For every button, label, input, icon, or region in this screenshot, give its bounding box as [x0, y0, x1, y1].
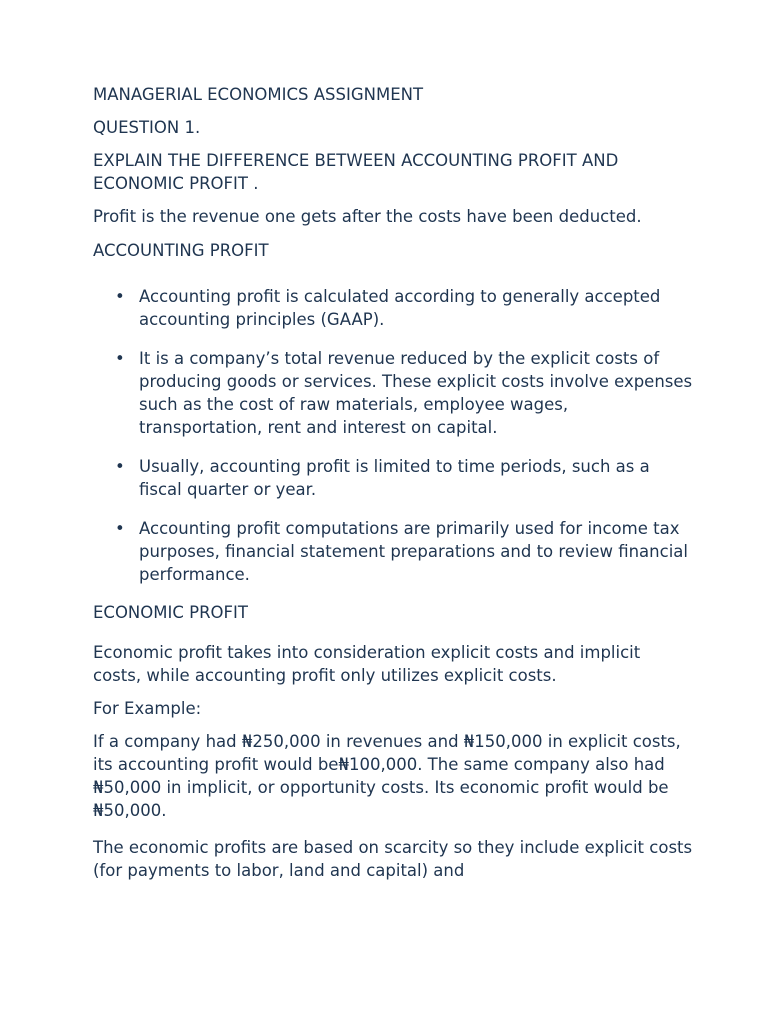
list-item	[93, 347, 693, 439]
accounting-profit-list	[93, 285, 693, 586]
example-paragraph: If a company had ₦250,000 in revenues and ₦150,000 in explicit costs, its accounting profit would be₦100,000. The same company also had ₦50,000 in implicit, or opportunity costs. Its economic profit would be ₦50,000.	[93, 732, 681, 820]
list-item-text: Accounting profit computations are primarily used for income tax purposes, financial statement preparations and to review financial performance.	[139, 519, 688, 584]
economic-profit-paragraph: Economic profit takes into consideration explicit costs and implicit costs, while accounting profit only utilizes explicit costs.	[93, 643, 641, 685]
list-item	[93, 455, 693, 501]
example-label: For Example:	[93, 699, 202, 718]
list-item	[93, 517, 693, 586]
scarcity-paragraph: The economic profits are based on scarcity so they include explicit costs (for payments to labor, land and capital) and	[93, 838, 693, 880]
list-item	[93, 285, 693, 331]
bullet-icon: •	[115, 457, 125, 476]
question-label: QUESTION 1.	[93, 118, 201, 137]
bullet-icon: •	[115, 287, 125, 306]
bullet-icon: •	[115, 349, 125, 368]
document-title: MANAGERIAL ECONOMICS ASSIGNMENT	[93, 85, 424, 104]
document-page	[93, 83, 693, 882]
accounting-profit-heading: ACCOUNTING PROFIT	[93, 241, 269, 260]
list-item-text: Accounting profit is calculated according to generally accepted accounting principles (GAAP).	[139, 287, 661, 329]
economic-profit-heading: ECONOMIC PROFIT	[93, 603, 248, 622]
list-item-text: Usually, accounting profit is limited to time periods, such as a fiscal quarter or year.	[139, 457, 650, 499]
bullet-icon: •	[115, 519, 125, 538]
question-text: EXPLAIN THE DIFFERENCE BETWEEN ACCOUNTING PROFIT AND ECONOMIC PROFIT .	[93, 151, 619, 193]
list-item-text: It is a company’s total revenue reduced by the explicit costs of producing goods or services. These explicit costs involve expenses such as the cost of raw materials, employee wages, transportation, rent and interest on capital.	[139, 349, 693, 437]
intro-paragraph: Profit is the revenue one gets after the costs have been deducted.	[93, 207, 642, 226]
